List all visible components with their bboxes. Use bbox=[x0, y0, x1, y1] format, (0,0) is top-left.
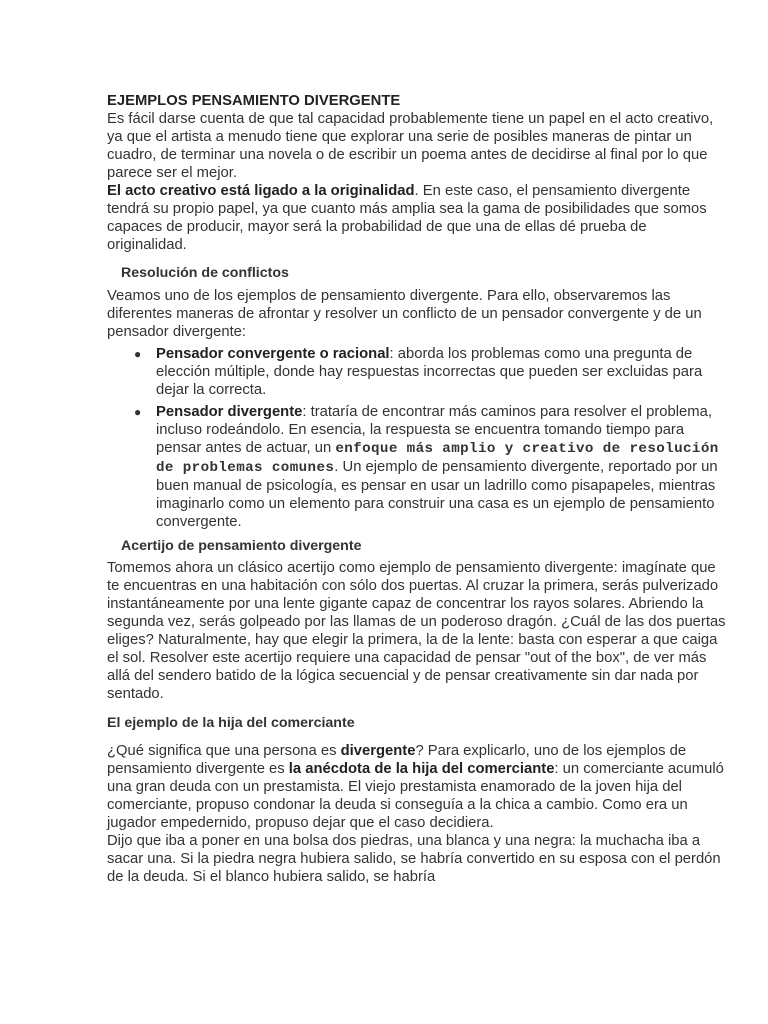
section3-bold-anecdote: la anécdota de la hija del comerciante bbox=[288, 761, 555, 777]
section-heading-riddle: Acertijo de pensamiento divergente bbox=[121, 538, 362, 554]
intro-paragraph-2 bbox=[107, 182, 728, 254]
intro-paragraph-2-text: . En este caso, el pensamiento divergente tendrá su propio papel, ya que cuanto más amplia sea la gama de posibilidades que somos capaces de producir, mayor será la probabilidad de que una de ellas dé prueba de originalidad. bbox=[107, 183, 707, 253]
page-title: EJEMPLOS PENSAMIENTO DIVERGENTE bbox=[107, 93, 401, 109]
list-item-term: Pensador divergente bbox=[156, 404, 303, 420]
thinker-list bbox=[107, 345, 728, 531]
bullet-icon: ● bbox=[134, 405, 142, 419]
section3-text-a: ¿Qué significa que una persona es bbox=[107, 743, 341, 759]
list-item-emphasis: enfoque más amplio y creativo de resolución de problemas comunes bbox=[156, 441, 719, 476]
section-heading-merchant-daughter: El ejemplo de la hija del comerciante bbox=[107, 715, 355, 731]
list-item bbox=[134, 345, 728, 399]
list-item-text-continued: . Un ejemplo de pensamiento divergente, reportado por un buen manual de psicología, es pensar en usar un ladrillo como pisapapeles, mientras imaginarlo como un elemento para construir una casa es un ejemplo de pensamiento convergente. bbox=[156, 459, 718, 530]
section3-bold-divergente: divergente bbox=[340, 743, 416, 759]
section3-text-b: ? Para explicarlo, uno de los ejemplos de pensamiento divergente es bbox=[107, 743, 687, 777]
intro-bold-phrase: El acto creativo está ligado a la originalidad bbox=[107, 183, 415, 199]
section1-paragraph: Veamos uno de los ejemplos de pensamiento divergente. Para ello, observaremos las diferentes maneras de afrontar y resolver un conflicto de un pensador convergente y de un pensador divergente: bbox=[107, 288, 702, 340]
list-item bbox=[134, 403, 728, 531]
section3-text-c: : un comerciante acumuló una gran deuda con un prestamista. El viejo prestamista enamorado de la joven hija del comerciante, propuso condonar la deuda si conseguía a la chica a cambio. Como era un jugador empedernido, propuso dejar que el caso decidiera. bbox=[107, 761, 724, 831]
section3-paragraph-2: Dijo que iba a poner en una bolsa dos piedras, una blanca y una negra: la muchacha iba a sacar una. Si la piedra negra hubiera salido, se habría convertido en su esposa con el perdón de la deuda. Si el blanco hubiera salido, se habría bbox=[107, 833, 721, 885]
list-item-text: : aborda los problemas como una pregunta de elección múltiple, donde hay respuestas incorrectas que pueden ser excluidas para dejar la correcta. bbox=[156, 346, 703, 398]
section2-paragraph: Tomemos ahora un clásico acertijo como ejemplo de pensamiento divergente: imagínate que te encuentras en una habitación con sólo dos puertas. Al cruzar la primera, serás pulverizado instantáneamente por una lente gigante capaz de concentrar los rayos solares. Abriendo la segunda vez, serás golpeado por las llamas de un poderoso dragón. ¿Cuál de las dos puertas eliges? Naturalmente, hay que elegir la primera, la de la lente: basta con esperar a que caiga el sol. Resolver este acertijo requiere una capacidad de pensar "out of the box", de ver más allá del sendero batido de la lógica secuencial y de pensar creativamente sin dar nada por sentado. bbox=[107, 560, 726, 702]
section-heading-conflicts: Resolución de conflictos bbox=[121, 265, 289, 281]
list-item-term: Pensador convergente o racional bbox=[156, 346, 390, 362]
intro-paragraph-1: Es fácil darse cuenta de que tal capacidad probablemente tiene un papel en el acto creativo, ya que el artista a menudo tiene que explorar una serie de posibles maneras de pintar un cuadro, de terminar una novela o de escribir un poema antes de decidirse al final por lo que parece ser el mejor. bbox=[107, 111, 714, 181]
list-item-text: : trataría de encontrar más caminos para resolver el problema, incluso rodeándolo. En esencia, la respuesta se encuentra tomando tiempo para pensar antes de actuar, un bbox=[156, 404, 712, 456]
section3-paragraph-1 bbox=[107, 742, 728, 832]
bullet-icon: ● bbox=[134, 347, 142, 361]
